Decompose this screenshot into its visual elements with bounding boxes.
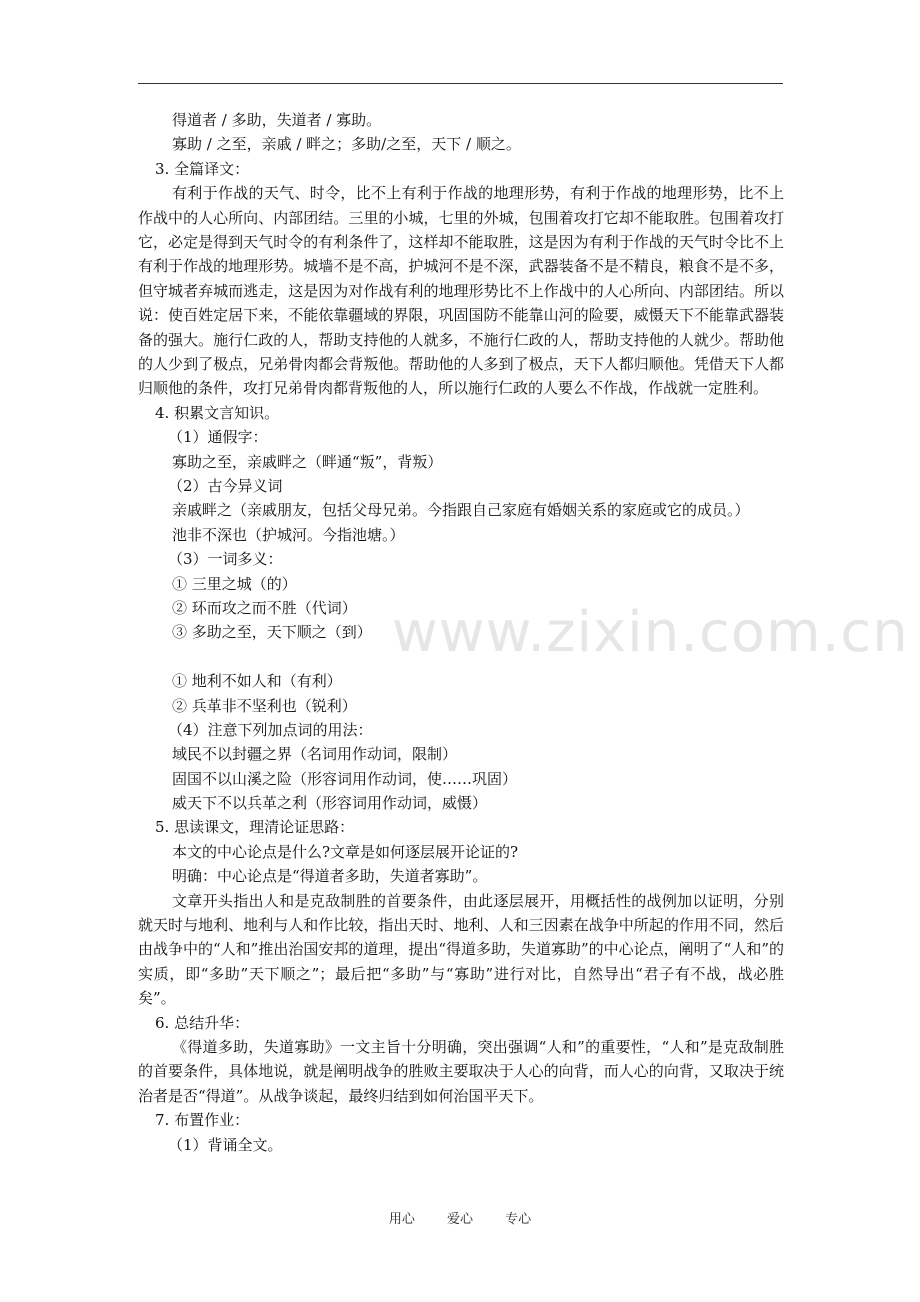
list-item: ② 兵革非不坚利也（锐利） [172,696,357,715]
subsection-heading: （3）一词多义： [168,550,283,569]
footer-text: 专心 [505,1212,532,1227]
section-heading: 3. 全篇译文： [155,159,250,178]
text-line: 池非不深也（护城河。今指池塘。） [172,525,405,544]
list-item: ① 地利不如人和（有利） [172,672,342,691]
text-line: 寡助之至，亲戚畔之（畔通“叛”，背叛） [172,452,443,471]
summary-paragraph: 《得道多助，失道寡助》一文主旨十分明确，突出强调“人和”的重要性，“人和”是克敌制胜的首要条件，具体地说，就是阐明战争的胜败主要取决于人心的向背，而人心的向背，又取决于统治者是否“得道”。从战争谈起，最终归结到如何治国平天下。 [138,1038,784,1105]
page-footer [0,1208,920,1227]
text-line: 本文的中心论点是什么?文章是如何逐层展开论证的? [172,842,519,861]
subsection-heading: （2）古今异义词 [168,477,283,495]
list-item: ② 环而攻之而不胜（代词） [172,598,357,617]
analysis-paragraph: 文章开头指出人和是克敌制胜的首要条件，由此逐层展开，用概括性的战例加以证明，分别就天时与地利、地利与人和作比较，指出天时、地利、人和三因素在战争中所起的作用不同，然后由战争中的“人和”推出治国安邦的道理，提出“得道多助，失道寡助”的中心论点，阐明了“人和”的实质，即“多助”天下顺之”；最后把“多助”与“寡助”进行对比，自然导出“君子有不战，战必胜矣”。 [138,891,785,1008]
footer-text: 爱心 [446,1212,473,1227]
section-heading: 6. 总结升华： [155,1013,250,1032]
translation-paragraph: 有利于作战的天气、时令，比不上有利于作战的地理形势，有利于作战的地理形势，比不上作战中的人心所向、内部团结。三里的小城，七里的外城，包围着攻打它却不能取胜。包围着攻打它，必定是得到天气时令的有利条件了，这样却不能取胜，这是因为有利于作战的天气时令比不上有利于作战的地理形势。城墙不是不高，护城河不是不深，武器装备不是不精良，粮食不是不多，但守城者弃城而逃走，这是因为对作战有利的地理形势比不上作战中的人心所向、内部团结。所以说：使百姓定居下来，不能依靠疆域的界限，巩固国防不能靠山河的险要，威慑天下不能靠武器装备的强大。施行仁政的人，帮助支持他的人就多，不施行仁政的人，帮助支持他的人就少。帮助他的人少到了极点，兄弟骨肉都会背叛他。帮助他的人多到了极点，天下人都归顺他。凭借天下人都归顺他的条件，攻打兄弟骨肉都背叛他的人，所以施行仁政的人要么不作战，作战就一定胜利。 [138,184,784,398]
watermark: www.zixin.com.cn [392,600,909,665]
list-item: ③ 多助之至，天下顺之（到） [172,623,372,642]
list-item: （1）背诵全文。 [168,1135,283,1154]
text-line: 域民不以封疆之界（名词用作动词，限制） [172,745,458,764]
list-item: ① 三里之城（的） [172,574,297,593]
blank-line [138,645,784,669]
text-line: 明确：中心论点是“得道者多助，失道者寡助”。 [172,867,488,886]
text-line: 亲戚畔之（亲戚朋友，包括父母兄弟。今指跟自己家庭有婚姻关系的家庭或它的成员。） [172,501,750,520]
header-rule [138,83,783,84]
document-body [138,108,784,1157]
text-line: 寡助 / 之至，亲戚 / 畔之；多助/之至，天下 / 顺之。 [172,135,521,154]
section-heading: 7. 布置作业： [155,1111,250,1130]
subsection-heading: （4）注意下列加点词的用法： [168,720,373,739]
text-line: 固国不以山溪之险（形容词用作动词，使……巩固） [172,769,518,788]
section-heading: 5. 思读课文，理清论证思路： [155,818,355,837]
footer-text: 用心 [388,1212,415,1227]
text-line: 得道者 / 多助，失道者 / 寡助。 [172,111,382,129]
section-heading: 4. 积累文言知识。 [155,403,280,422]
text-line: 威天下不以兵革之利（形容词用作动词，威慑） [172,794,488,813]
subsection-heading: （1）通假字： [168,428,268,447]
